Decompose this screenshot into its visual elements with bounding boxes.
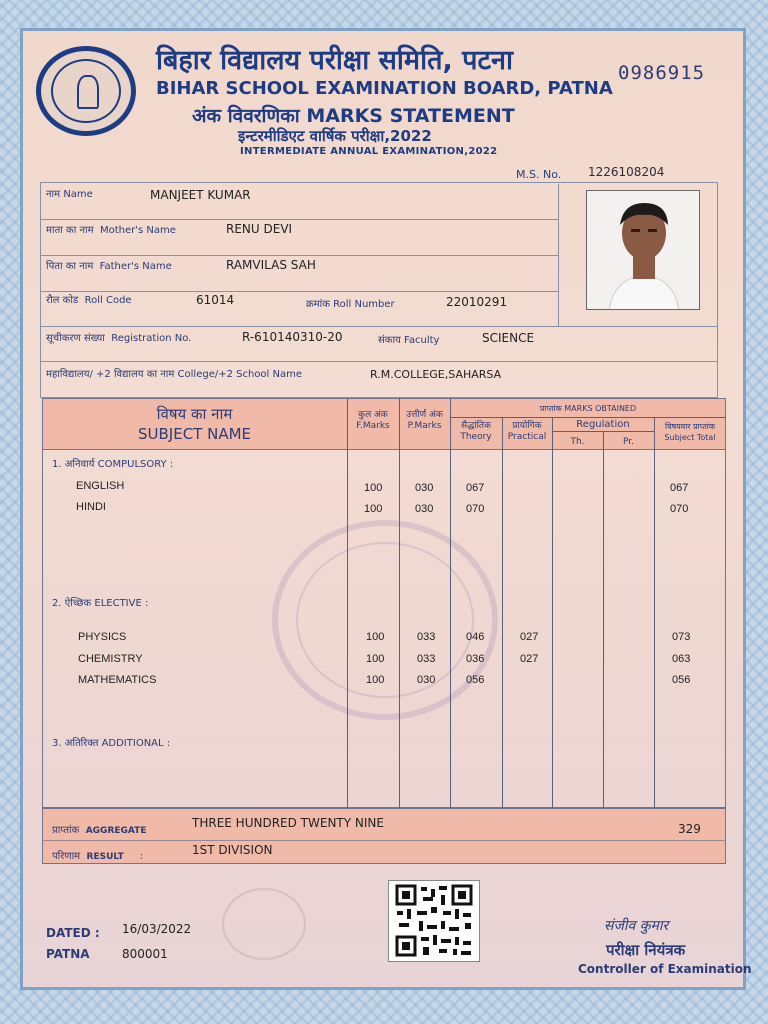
full-marks: 100 <box>364 482 383 494</box>
controller-signature: संजीव कुमार <box>604 918 669 934</box>
dated-value: 16/03/2022 <box>122 922 192 936</box>
aggregate-words: THREE HUNDRED TWENTY NINE <box>192 816 384 830</box>
mother-name: RENU DEVI <box>226 222 293 236</box>
section-additional: 3. अतिरिक्त ADDITIONAL : <box>52 738 171 749</box>
board-seal-icon <box>36 46 136 136</box>
student-photo <box>586 190 700 310</box>
subject-name: HINDI <box>76 501 106 513</box>
faculty-value: SCIENCE <box>482 331 535 345</box>
aggregate-label: प्राप्तांक AGGREGATE <box>52 825 147 836</box>
faculty-label: संकाय Faculty <box>378 335 440 346</box>
result-label: परिणाम RESULT : <box>52 851 144 862</box>
practical-header: प्रायोगिक Practical <box>507 421 547 442</box>
theory-marks: 067 <box>466 482 485 494</box>
registration-value: R-610140310-20 <box>242 330 343 344</box>
full-marks: 100 <box>366 674 385 686</box>
serial-number: 0986915 <box>618 62 706 84</box>
father-name: RAMVILAS SAH <box>226 258 316 272</box>
regulation-header: Regulation <box>576 419 630 430</box>
full-marks: 100 <box>366 653 385 665</box>
subject-name: ENGLISH <box>76 480 125 492</box>
theory-header: सैद्धांतिक Theory <box>460 421 492 442</box>
theory-marks: 056 <box>466 674 485 686</box>
subject-total: 070 <box>670 503 689 515</box>
full-marks: 100 <box>366 631 385 643</box>
name-label: नाम Name <box>46 189 93 200</box>
ms-no-value: 1226108204 <box>588 165 665 179</box>
place-label: PATNA <box>46 947 90 961</box>
result-value: 1ST DIVISION <box>192 843 273 857</box>
ms-no-label: M.S. No. <box>516 168 562 181</box>
pass-marks-header: उत्तीर्ण अंक P.Marks <box>406 410 443 431</box>
practical-marks: 027 <box>520 631 539 643</box>
board-name-english: BIHAR SCHOOL EXAMINATION BOARD, PATNA <box>156 78 613 99</box>
board-name-hindi: बिहार विद्यालय परीक्षा समिति, पटना <box>156 45 514 76</box>
aggregate-value: 329 <box>678 822 701 836</box>
dated-label: DATED : <box>46 926 100 940</box>
subject-name: MATHEMATICS <box>78 674 157 686</box>
full-marks-header: कुल अंक F.Marks <box>356 410 390 431</box>
subject-total: 056 <box>672 674 691 686</box>
pass-marks: 030 <box>415 503 434 515</box>
regulation-theory-header: Th. <box>570 437 585 447</box>
document-title-hindi: अंक विवरणिका <box>192 105 300 127</box>
father-label: पिता का नाम Father's Name <box>46 261 172 272</box>
section-compulsory: 1. अनिवार्य COMPULSORY : <box>52 459 174 470</box>
pass-marks: 033 <box>417 631 436 643</box>
document-title-english: MARKS STATEMENT <box>306 105 515 127</box>
registration-label: सूचीकरण संख्या Registration No. <box>46 333 192 344</box>
subject-total: 063 <box>672 653 691 665</box>
controller-title-hindi: परीक्षा नियंत्रक <box>606 941 686 959</box>
college-label: महाविद्यालय/ +2 विद्यालय का नाम College/+2 School Name <box>46 369 303 380</box>
roll-number-value: 22010291 <box>446 295 508 309</box>
roll-code-label: रौल कोड Roll Code <box>46 295 132 306</box>
exam-name-english: INTERMEDIATE ANNUAL EXAMINATION,2022 <box>240 146 498 157</box>
theory-marks: 046 <box>466 631 485 643</box>
theory-marks: 036 <box>466 653 485 665</box>
regulation-practical-header: Pr. <box>622 437 634 447</box>
subject-header: विषय का नाम SUBJECT NAME <box>138 405 251 443</box>
exam-name-hindi: इन्टरमीडिएट वार्षिक परीक्षा,2022 <box>238 127 432 145</box>
mother-label: माता का नाम Mother's Name <box>46 225 176 236</box>
roll-code-value: 61014 <box>196 293 235 307</box>
controller-title-english: Controller of Examination <box>578 962 752 976</box>
subject-name: CHEMISTRY <box>78 653 143 665</box>
section-elective: 2. ऐच्छिक ELECTIVE : <box>52 598 149 609</box>
subject-total-header: विषयवार प्राप्तांक Subject Total <box>664 422 716 442</box>
pass-marks: 030 <box>415 482 434 494</box>
pin-code: 800001 <box>122 947 168 961</box>
full-marks: 100 <box>364 503 383 515</box>
student-name: MANJEET KUMAR <box>150 188 251 202</box>
document-title <box>192 102 515 128</box>
aggregate-block <box>42 808 726 864</box>
subject-name: PHYSICS <box>78 631 127 643</box>
qr-code-icon <box>388 880 480 962</box>
college-value: R.M.COLLEGE,SAHARSA <box>370 368 502 381</box>
marks-obtained-header: प्राप्तांक MARKS OBTAINED <box>539 404 637 413</box>
faint-seal-icon <box>222 888 306 960</box>
subject-total: 067 <box>670 482 689 494</box>
subject-total: 073 <box>672 631 691 643</box>
practical-marks: 027 <box>520 653 539 665</box>
pass-marks: 033 <box>417 653 436 665</box>
pass-marks: 030 <box>417 674 436 686</box>
roll-number-label: क्रमांक Roll Number <box>306 299 395 310</box>
theory-marks: 070 <box>466 503 485 515</box>
